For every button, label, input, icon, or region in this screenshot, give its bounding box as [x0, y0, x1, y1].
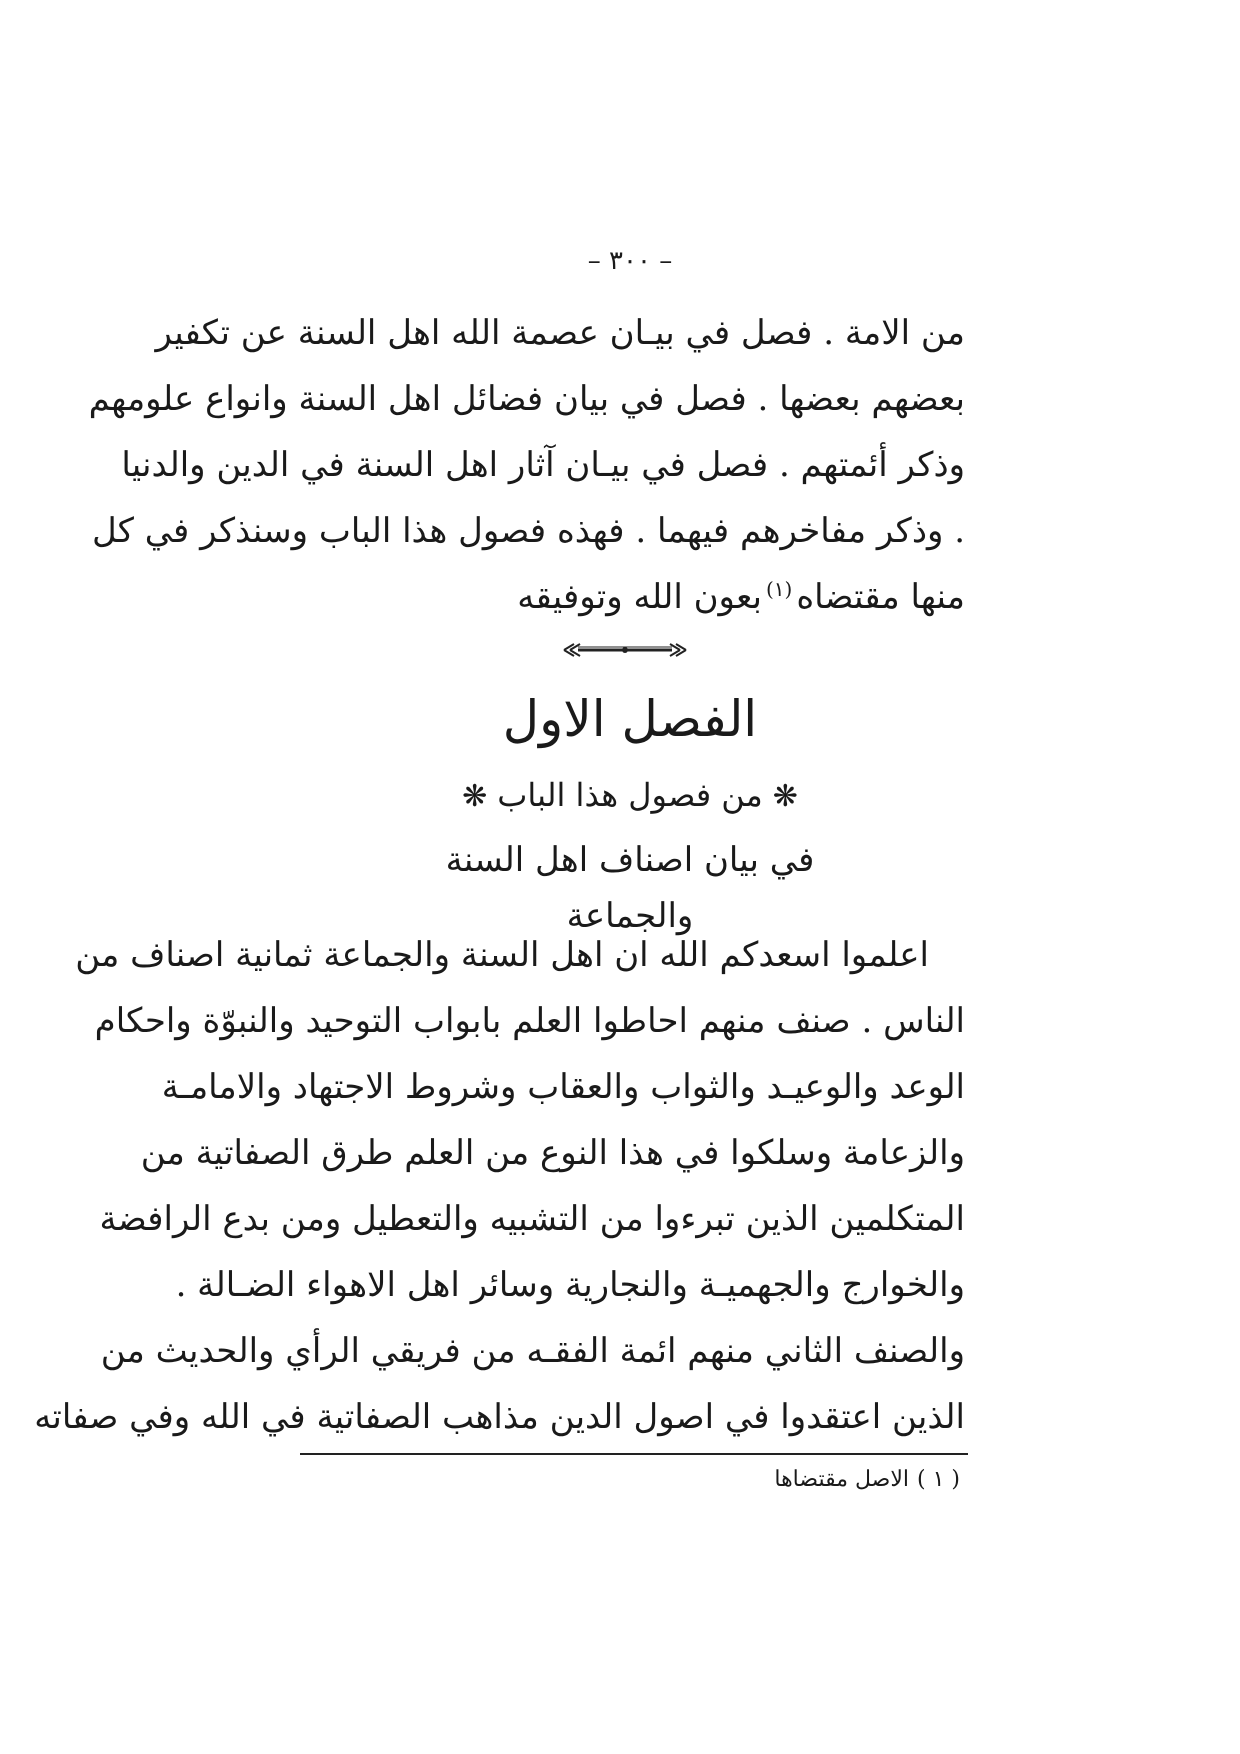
- text-line: الوعد والوعيـد والثواب والعقاب وشروط الاجتهاد والامامـة: [161, 1067, 965, 1107]
- intro-paragraph: [88, 300, 965, 630]
- text-line: والخوارج والجهميـة والنجارية وسائر اهل الاهواء الضـالة .: [175, 1265, 965, 1305]
- ornament-divider: [560, 640, 690, 660]
- text-segment: منها مقتضاه: [796, 577, 965, 617]
- page-number: – ٣٠٠ –: [587, 246, 673, 276]
- text-line: وذكر أئمتهم . فصل في بيـان آثار اهل السنة في الدين والدنيا: [121, 445, 965, 485]
- section-subtitle: في بيان اصناف اهل السنة والجماعة: [445, 840, 815, 936]
- text-line: والصنف الثاني منهم ائمة الفقـه من فريقي الرأي والحديث من: [100, 1331, 965, 1371]
- text-line: اعلموا اسعدكم الله ان اهل السنة والجماعة ثمانية اصناف من: [75, 935, 929, 975]
- text-line: الذين اعتقدوا في اصول الدين مذاهب الصفاتية في الله وفي صفاته: [34, 1397, 965, 1437]
- footnote-text: الاصل مقتضاها: [774, 1467, 910, 1492]
- text-line: بعضهم بعضها . فصل في بيان فضائل اهل السنة وانواع علومهم: [88, 379, 965, 419]
- section-heading-text: من فصول هذا الباب: [497, 776, 763, 814]
- footnote-number: ( ١ ): [917, 1467, 960, 1492]
- text-line: من الامة . فصل في بيـان عصمة الله اهل السنة عن تكفير: [155, 313, 965, 353]
- section-heading: [400, 770, 860, 822]
- text-line: . وذكر مفاخرهم فيهما . فهذه فصول هذا الباب وسنذكر في كل: [91, 511, 965, 551]
- footnote-divider: [300, 1453, 968, 1455]
- footnote-reference: (١): [765, 576, 793, 601]
- body-paragraph: [34, 922, 965, 1450]
- star-ornament-icon: ❋: [772, 779, 798, 814]
- text-line: الناس . صنف منهم احاطوا العلم بابواب التوحيد والنبوّة واحكام: [94, 1001, 965, 1041]
- text-line: والزعامة وسلكوا في هذا النوع من العلم طرق الصفاتية من: [140, 1133, 965, 1173]
- footnote: [600, 1460, 960, 1500]
- text-line: المتكلمين الذين تبرءوا من التشبيه والتعطيل ومن بدع الرافضة: [99, 1199, 965, 1239]
- chapter-title: الفصل الاول: [502, 690, 758, 748]
- text-segment: بعون الله وتوفيقه: [517, 577, 762, 617]
- star-ornament-icon: ❋: [462, 779, 488, 814]
- text-line: [300, 564, 965, 630]
